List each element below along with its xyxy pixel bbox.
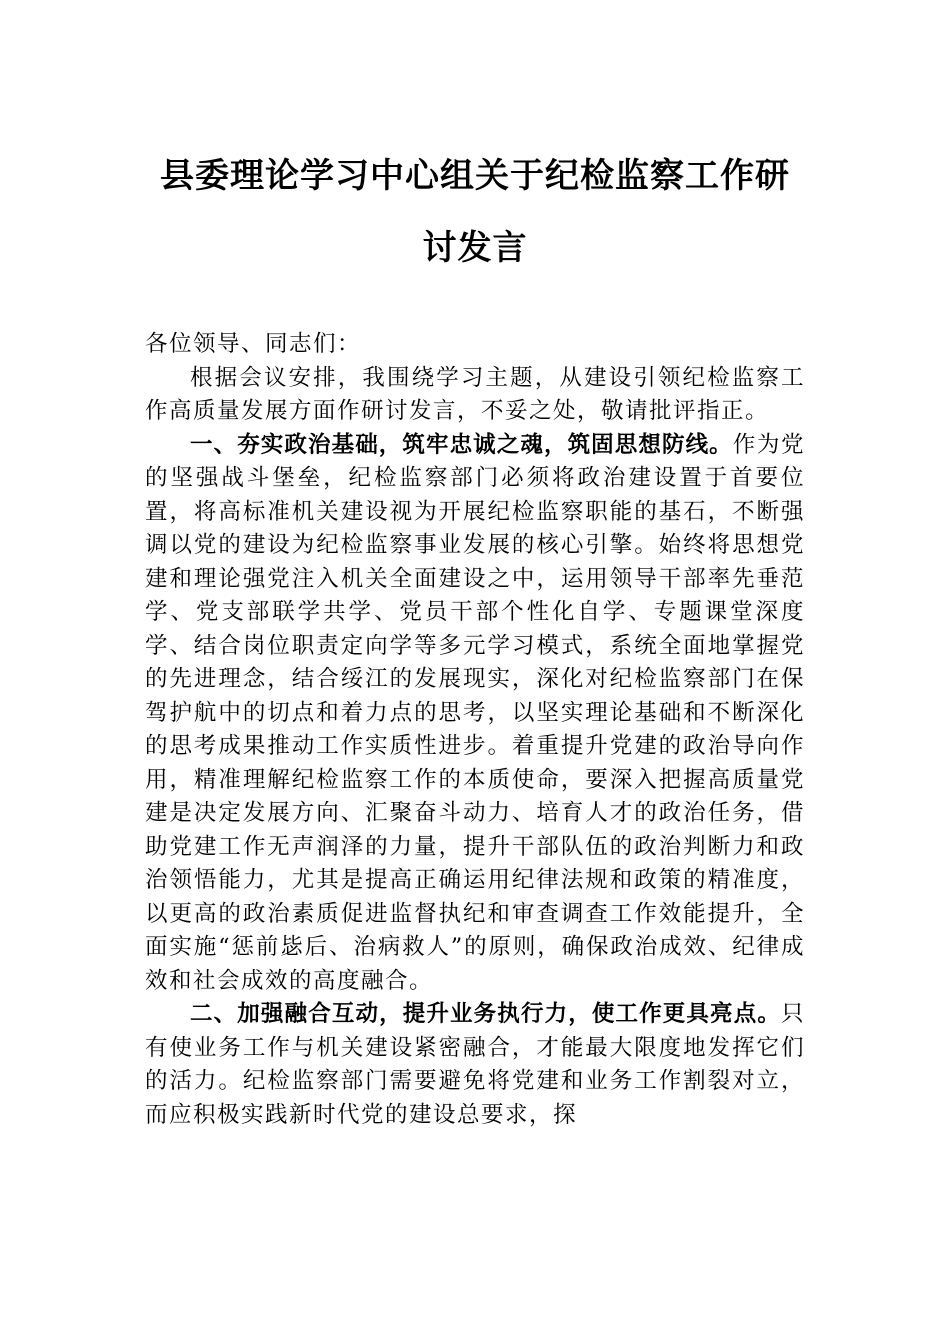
salutation: 各位领导、同志们： [145, 331, 362, 357]
document-page [145, 140, 805, 1132]
section-1-heading: 一、夯实政治基础，筑牢忠诚之魂，筑固思想防线。 [190, 431, 733, 458]
section-1-body: 作为党的坚强战斗堡垒，纪检监察部门必须将政治建设置于首要位置，将高标准机关建设视为开展纪检监察职能的基石，不断强调以党的建设为纪检监察事业发展的核心引擎。始终将思想党建和理论强党注入机关全面建设之中，运用领导干部率先垂范学、党支部联学共学、党员干部个性化自学、专题课堂深度学、结合岗位职责定向学等多元学习模式，系统全面地掌握党的先进理念，结合绥江的发展现实，深化对纪检监察部门在保驾护航中的切点和着力点的思考，以坚实理论基础和不断深化的思考成果推动工作实质性进步。着重提升党建的政治导向作用，精准理解纪检监察工作的本质使命，要深入把握高质量党建是决定发展方向、汇聚奋斗动力、培育人才的政治任务，借助党建工作无声润泽的力量，提升干部队伍的政治判断力和政治领悟能力，尤其是提高正确运用纪律法规和政策的精准度，以更高的政治素质促进监督执纪和审查调查工作效能提升，全面实施“惩前毖后、治病救人”的原则，确保政治成效、纪律成效和社会成效的高度融合。 [145, 431, 805, 994]
document-title: 县委理论学习中心组关于纪检监察工作研讨发言 [160, 156, 790, 268]
section-2-body: 只有使业务工作与机关建设紧密融合，才能最大限度地发挥它们的活力。纪检监察部门需要避免将党建和业务工作割裂对立，而应积极实践新时代党的建设总要求，探 [145, 1001, 805, 1128]
section-2-paragraph [145, 998, 805, 1132]
intro-paragraph: 根据会议安排，我围绕学习主题，从建设引领纪检监察工作高质量发展方面作研讨发言，不妥之处，敬请批评指正。 [145, 364, 805, 424]
section-2-heading: 二、加强融合互动，提升业务执行力，使工作更具亮点。 [190, 1001, 781, 1027]
section-1-paragraph [145, 429, 805, 999]
